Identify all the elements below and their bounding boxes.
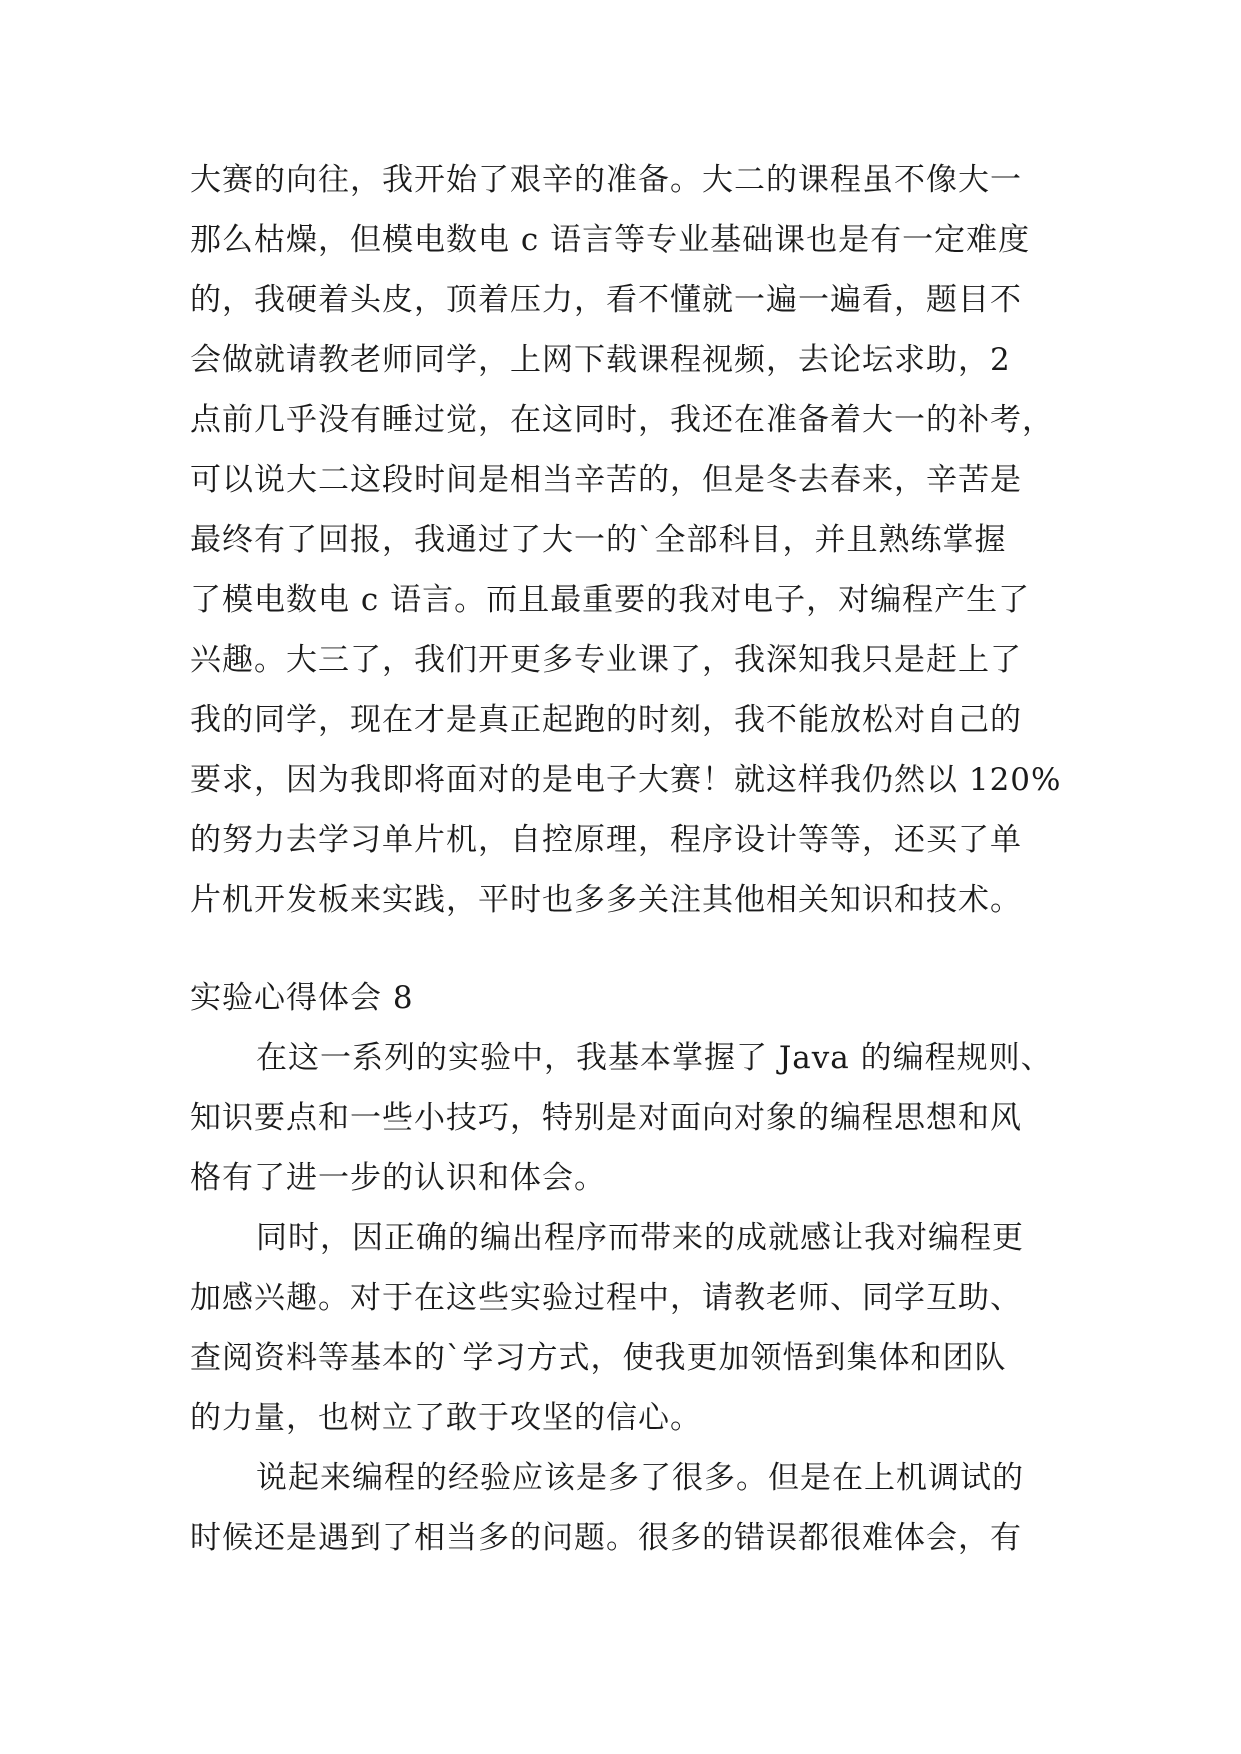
text-line: 片机开发板来实践，平时也多多关注其他相关知识和技术。 [190, 882, 1022, 918]
section-title: 实验心得体会 8 [190, 980, 414, 1016]
text-line: 了模电数电 c 语言。而且最重要的我对电子，对编程产生了 [190, 582, 1031, 618]
text-line: 同时，因正确的编出程序而带来的成就感让我对编程更 [256, 1220, 1024, 1256]
text-line: 会做就请教老师同学，上网下载课程视频，去论坛求助，2 [190, 342, 1011, 378]
text-line: 兴趣。大三了，我们开更多专业课了，我深知我只是赶上了 [190, 642, 1022, 678]
text-line: 要求，因为我即将面对的是电子大赛！就这样我仍然以 120% [190, 762, 1062, 798]
text-line: 加感兴趣。对于在这些实验过程中，请教老师、同学互助、 [190, 1280, 1022, 1316]
text-line: 知识要点和一些小技巧，特别是对面向对象的编程思想和风 [190, 1100, 1022, 1136]
text-line: 时候还是遇到了相当多的问题。很多的错误都很难体会，有 [190, 1520, 1022, 1556]
text-line: 那么枯燥，但模电数电 c 语言等专业基础课也是有一定难度 [190, 222, 1031, 258]
text-line: 的努力去学习单片机，自控原理，程序设计等等，还买了单 [190, 822, 1022, 858]
text-line: 格有了进一步的认识和体会。 [190, 1160, 606, 1196]
text-line: 在这一系列的实验中，我基本掌握了 Java 的编程规则、 [256, 1040, 1053, 1076]
text-line: 可以说大二这段时间是相当辛苦的，但是冬去春来，辛苦是 [190, 462, 1022, 498]
text-line: 查阅资料等基本的`学习方式，使我更加领悟到集体和团队 [190, 1340, 1007, 1376]
text-line: 点前几乎没有睡过觉，在这同时，我还在准备着大一的补考， [190, 402, 1054, 438]
text-line: 的力量，也树立了敢于攻坚的信心。 [190, 1400, 702, 1436]
text-line: 的，我硬着头皮，顶着压力，看不懂就一遍一遍看，题目不 [190, 282, 1022, 318]
text-line: 最终有了回报，我通过了大一的`全部科目，并且熟练掌握 [190, 522, 1007, 558]
text-line: 说起来编程的经验应该是多了很多。但是在上机调试的 [256, 1460, 1024, 1496]
text-line: 大赛的向往，我开始了艰辛的准备。大二的课程虽不像大一 [190, 162, 1022, 198]
text-line: 我的同学，现在才是真正起跑的时刻，我不能放松对自己的 [190, 702, 1022, 738]
